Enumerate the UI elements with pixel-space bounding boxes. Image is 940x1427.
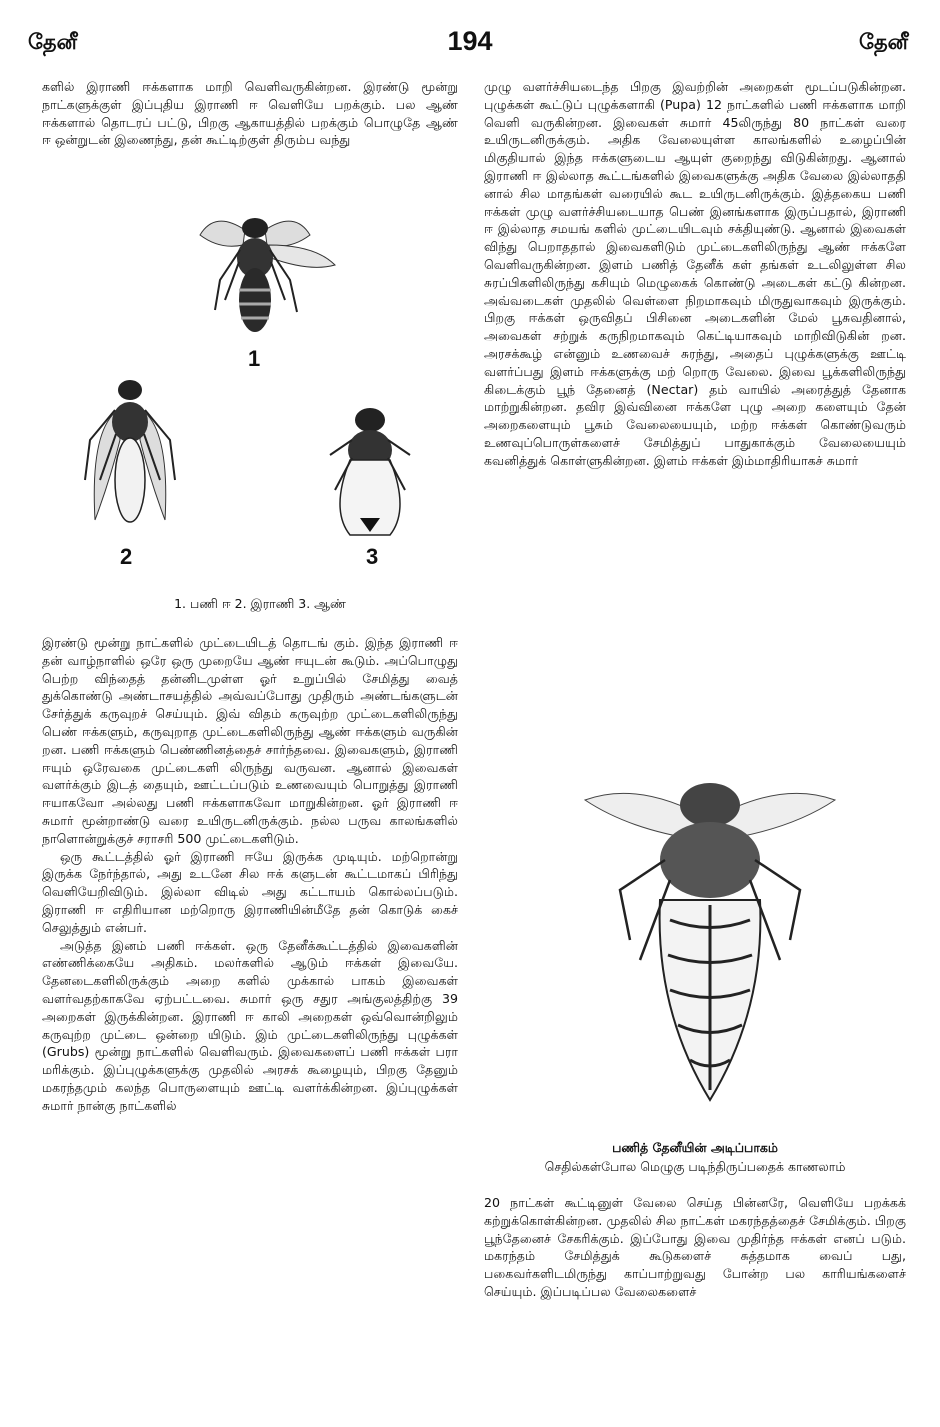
figure-1-caption: 1. பணி ஈ 2. இராணி 3. ஆண் (174, 596, 346, 611)
paragraph: இரண்டு மூன்று நாட்களில் முட்டையிடத் தொடங் கும். இந்த இராணி ஈ தன் வாழ்நாளில் ஒரே ஒரு முறையே ஆண் ஈயுடன் கூடும். அப்பொழுது பெற்ற விந்தைத் தன்னிடமுள்ள ஓர் உறுப்பில் சேமித்து வைத் துக்கொண்டு அண்டாசயத்தில் அவ்வப்போது முதிரும் அண்டங்களுடன் சேர்த்துக் கருவுறச் செய்யும். இவ் விதம் கருவுற்ற முட்டைகளிலிருந்து பெண் ஈக்களும், கருவுறாத முட்டைகளிலிருந்து ஆண் ஈக்களும் வருகின் றன. பணி ஈக்களும் பெண்ணினத்தைச் சார்ந்தவை. இவைகளும், இராணி ஈயும் ஒரேவகை முட்டைகளி லிருந்து வருவன. ஆனால் இவைகள் வளர்க்கும் இடத் தையும், ஊட்டப்படும் உணவையும் பொறுத்து இராணி ஈயாகவோ அல்லது பணி ஈக்களாகவோ மாறுகின்றன. ஓர் இராணி ஈ சுமார் மூன்றாண்டு வரை உயிருடனிருக்கும். நல்ல பருவ காலங்களில் நாளொன்றுக்குச் சராசரி 500 முட்டைகளிடும். (42, 635, 458, 846)
paragraph: ஒரு கூட்டத்தில் ஓர் இராணி ஈயே இருக்க முடியும். மற்றொன்று இருக்க நேர்ந்தால், அது உடனே சில ஈக் களுடன் கூட்டமாகப் பிரிந்து வெளியேறிவிடும். இல்லா விடில் அது கட்டாயம் கொல்லப்படும். இராணி ஈ எதிரியான மற்றொரு இராணியின்மீதே தன் கொடுக் கைச் செலுத்தும் என்பர். (42, 848, 458, 935)
running-header-left: தேனீ (28, 30, 77, 54)
figure-label-1: 1 (248, 346, 261, 371)
paragraph: களில் இராணி ஈக்களாக மாறி வெளிவருகின்றன. இரண்டு மூன்று நாட்களுக்குள் இப்புதிய இராணி ஈ வெளியே பறக்கும். பல ஆண் ஈக்களால் தொடரப் பட்டு, பிறகு ஆகாயத்தில் பறக்கும் பொழுதே ஆண் ஈ ஒன்றுடன் இணைந்து, தன் கூட்டிற்குள் திரும்ப வந்து (42, 79, 458, 148)
figure-2-subtitle: செதில்கள்போல மெழுகு படிந்திருப்பதைக் காணலாம் (544, 1159, 846, 1174)
column-1-bottom-text (42, 634, 458, 1115)
worker-bee-drawing (200, 218, 335, 332)
figure-label-2: 2 (120, 544, 133, 569)
column-2-top-text (484, 78, 906, 470)
queen-bee-drawing (85, 380, 175, 522)
running-header-right: தேனீ (859, 30, 908, 54)
page-number: 194 (447, 26, 493, 56)
column-1-top-text (42, 78, 458, 149)
figure-2-title: பணித் தேனீயின் அடிப்பாகம் (612, 1140, 778, 1155)
figure-label-3: 3 (366, 544, 379, 569)
paragraph: 20 நாட்கள் கூட்டினுள் வேலை செய்த பின்னரே, வெளியே பறக்கக் கற்றுக்கொள்கின்றன. முதலில் சில நாட்கள் மகரந்தத்தைச் சேமிக்கும். பிறகு பூந்தேனைச் சேகரிக்கும். இப்போது இவை முதிர்ந்த ஈக்கள் எனப் படும். மகரந்தம் சேமித்துக் கூடுகளைச் சுத்தமாக வைப் பது, பகைவர்களிடமிருந்து காப்பாற்றுவது போன்ற பல காரியங்களைச் செய்யும். இப்படிப்பல வேலைகளைச் (484, 1195, 906, 1299)
column-2-bottom-text (484, 1194, 906, 1301)
bee-castes-figure (60, 200, 430, 600)
paragraph: முழு வளர்ச்சியடைந்த பிறகு இவற்றின் அறைகள் மூடப்படுகின்றன. புழுக்கள் கூட்டுப் புழுக்களாகி (Pupa) 12 நாட்களில் பணி ஈக்களாக மாறி வெளி வருகின்றன. இவைகள் சுமார் 45லிருந்து 80 நாட்கள் வரை உயிருடனிருக்கும். அதிக வேலையுள்ள காலங்களில் உழைப்பின் மிகுதியால் இந்த ஈக்களுடைய ஆயுள் குறைந்து விடுகின்றது. ஆனால் இராணி ஈ இல்லாத கூட்டங்களில் இவைகளுக்கு அதிக வேலை இல்லாததி னால் சில மாதங்கள் வரையில் கூட உயிருடனிருக்கும். இத்தகைய பணி ஈக்கள் முழு வளர்ச்சியடையாத பெண் இனங்களாக இருப்பதால், இராணி ஈ இல்லாத சமயங் களில் முட்டையிடவும் சக்தியுண்டு. ஆனால் இவைகள் விந்து பெறாததால் இவைகளிடும் முட்டைகளிலிருந்து ஆண் ஈக்களே வெளிவருகின்றன. இளம் பணித் தேனீக் கள் தங்கள் உடலிலுள்ள சில சுரப்பிகளிலிருந்து கசியும் மெழுகைக் கொண்டு அடைகள் கட்டு கின்றன. அவ்வடைகள் முதலில் வெள்ளை நிறமாகவும் மிருதுவாகவும் இருக்கும். பிறகு ஈக்கள் ஒருவிதப் பிசினை அடைகளின் மேல் பூசுவதினால், அவைகள் சற்றுக் கருநிறமாகவும் கெட்டியாகவும் மாறிவிடுகின் றன. அரசக்கூழ் என்னும் உணவைச் சுரந்து, அதைப் புழுக்களுக்கு ஊட்டி வளர்ப்பது இளம் ஈக்களுக்கு மற் றொரு வேலை. இவை பூக்களிலிருந்து கிடைக்கும் பூந் தேனைத் (Nectar) தம் வாயில் அரைத்துத் தேனாக மாற்றுகின்றன. தவிர இவ்வினை ஈக்களே புழு அறை களையும் தேன் அறைகளையும் பூசும் வேலையையும், மற்ற ஈக்கள் கொண்டுவரும் உணவுப்பொருள்களைச் சேமித்துப் பாதுகாக்கும் வேலையையும் கவனித்துக் கொள்ளுகின்றன. இளம் ஈக்கள் இம்மாதிரியாகச் சுமார் (484, 79, 906, 468)
drone-bee-drawing (330, 408, 410, 535)
worker-bee-underside-figure (580, 760, 840, 1130)
paragraph: அடுத்த இனம் பணி ஈக்கள். ஒரு தேனீக்கூட்டத்தில் இவைகளின் எண்ணிக்கையே அதிகம். மலர்களில் ஆடும் ஈக்கள் இவையே. தேனடைகளிலிருக்கும் அறை களில் முக்கால் பாகம் இவைகள் வளர்வதற்காகவே ஏற்பட்டவை. சுமார் ஒரு சதுர அங்குலத்திற்கு 39 அறைகள் இருக்கின்றன. இராணி ஈ காலி அறைகள் ஒவ்வொன்றிலும் கருவுற்ற முட்டை ஒன்றை யிடும். இம் முட்டைகளிலிருந்து புழுக்கள் (Grubs) மூன்று நாட்களில் வெளிவரும். இவைகளைப் பணி ஈக்கள் பரா மரிக்கும். இப்புழுக்களுக்கு முதலில் அரசக் கூழையும், பிறகு தேனும் மகரந்தமும் கலந்த பொருளையும் ஊட்டி வளர்க்கின்றன. இப்புழுக்கள் சுமார் நான்கு நாட்களில் (42, 937, 458, 1113)
figure-2-caption (484, 1138, 906, 1176)
